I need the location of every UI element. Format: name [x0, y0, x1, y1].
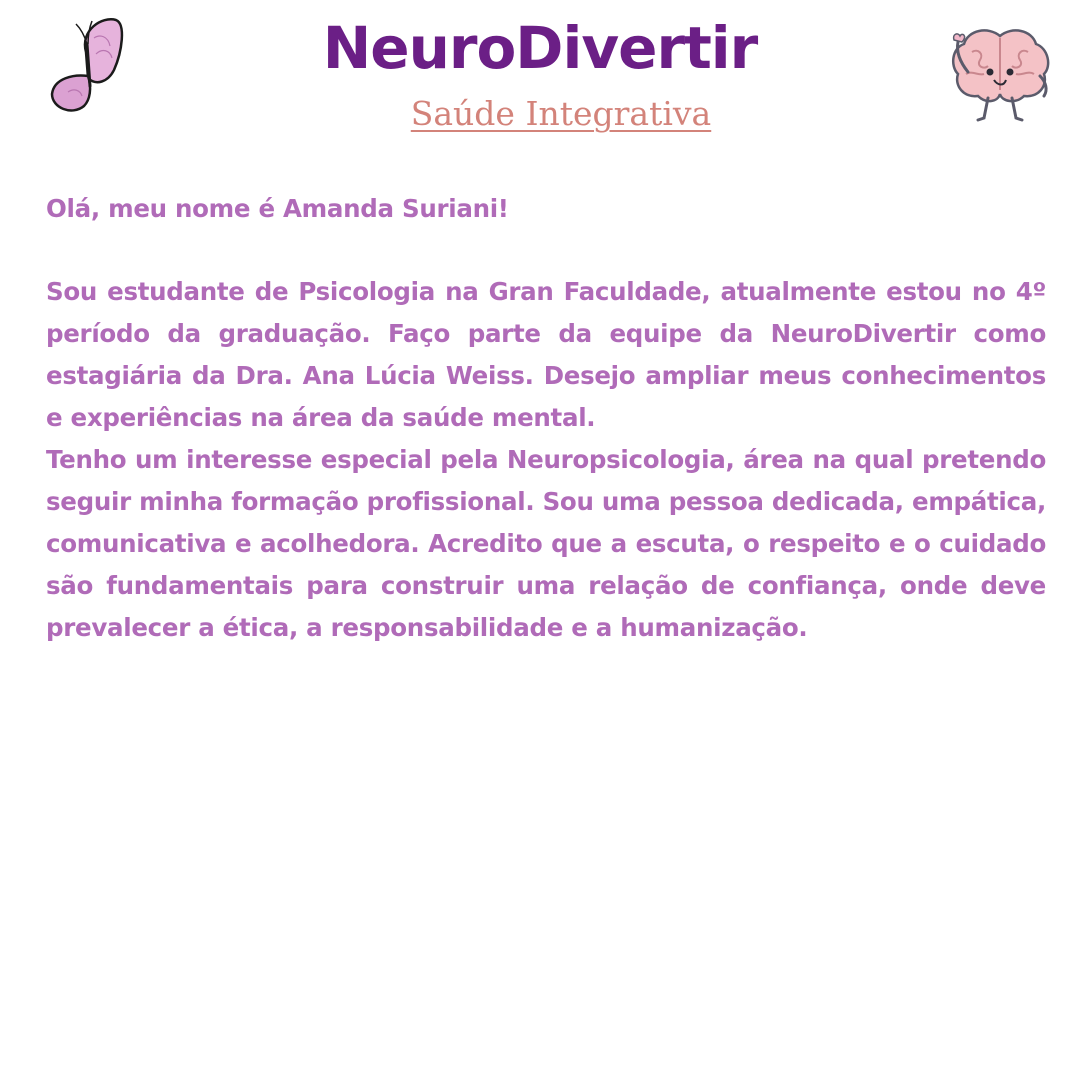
header [0, 0, 1080, 150]
paragraph-studies: Sou estudante de Psicologia na Gran Faculdade, atualmente estou no 4º período da graduação. Faço parte da equipe da NeuroDivertir como estagiária da Dra. Ana Lúcia Weiss. Desejo ampliar meus conhecimentos e experiências na área da saúde mental. [46, 277, 1046, 432]
brain-mascot-icon [944, 24, 1056, 128]
page-subtitle: Saúde Integrativa [410, 94, 712, 133]
greeting: Olá, meu nome é Amanda Suriani! [46, 194, 509, 223]
page-title: NeuroDivertir [322, 14, 758, 82]
paragraph-interests: Tenho um interesse especial pela Neuropsicologia, área na qual pretendo seguir minha formação profissional. Sou uma pessoa dedicada, empática, comunicativa e acolhedora. Acredito que a escuta, o respeito e o cuidado são fundamentais para construir uma relação de confiança, onde deve prevalecer a ética, a responsabilidade e a humanização. [46, 445, 1046, 642]
intro-text [46, 188, 1046, 649]
